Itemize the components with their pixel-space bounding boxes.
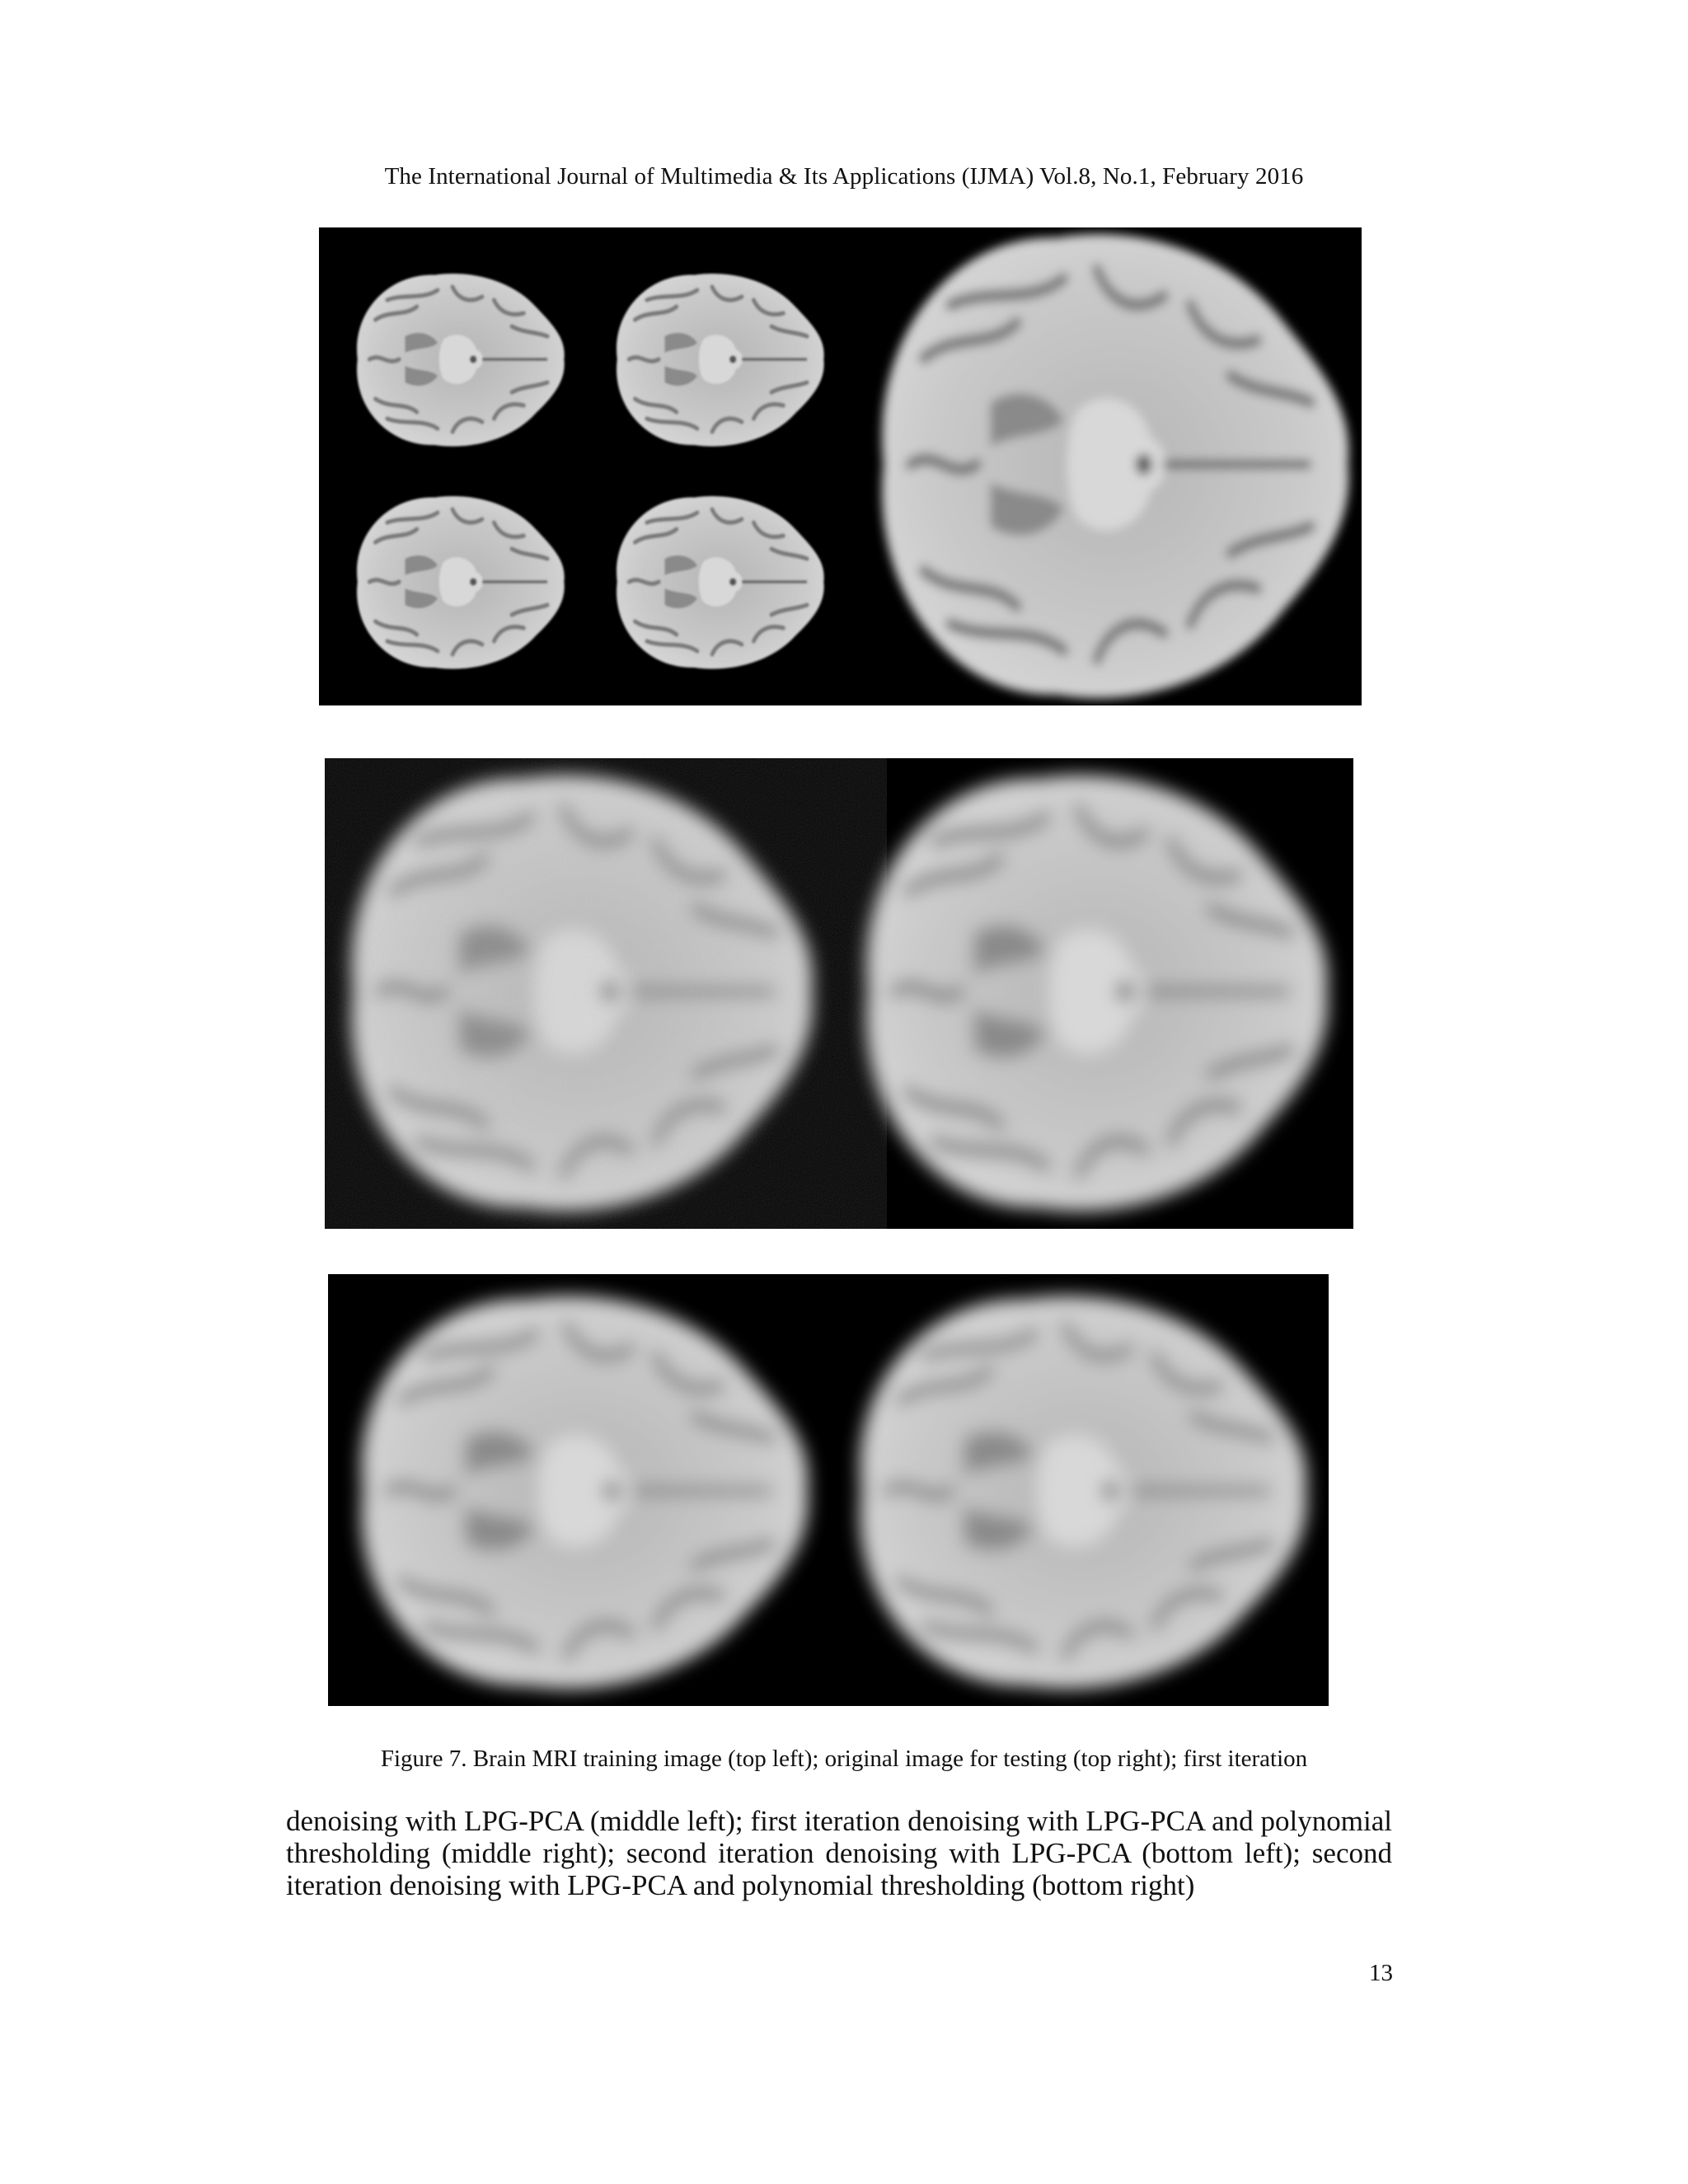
figure-panel-middle: [325, 758, 1353, 1229]
first-iteration-denoising: [325, 758, 1353, 1229]
second-iteration-denoising: [328, 1274, 1329, 1706]
running-header: The International Journal of Multimedia & Its Applications (IJMA) Vol.8, No.1, February 2016: [384, 163, 1304, 190]
figure-panel-bottom: [328, 1274, 1329, 1706]
figure-caption-body: denoising with LPG-PCA (middle left); first iteration denoising with LPG-PCA and polynomial thresholding (middle right); second iteration denoising with LPG-PCA (bottom left); second iteration denoising with LPG-PCA and polynomial thresholding (bottom right): [286, 1805, 1392, 1901]
figure-caption-title: Figure 7. Brain MRI training image (top left); original image for testing (top right); first iteration: [380, 1746, 1308, 1772]
training-and-original-mri: [319, 227, 1362, 705]
page-number: 13: [1369, 1960, 1393, 1986]
figure-panel-top: [319, 227, 1362, 705]
